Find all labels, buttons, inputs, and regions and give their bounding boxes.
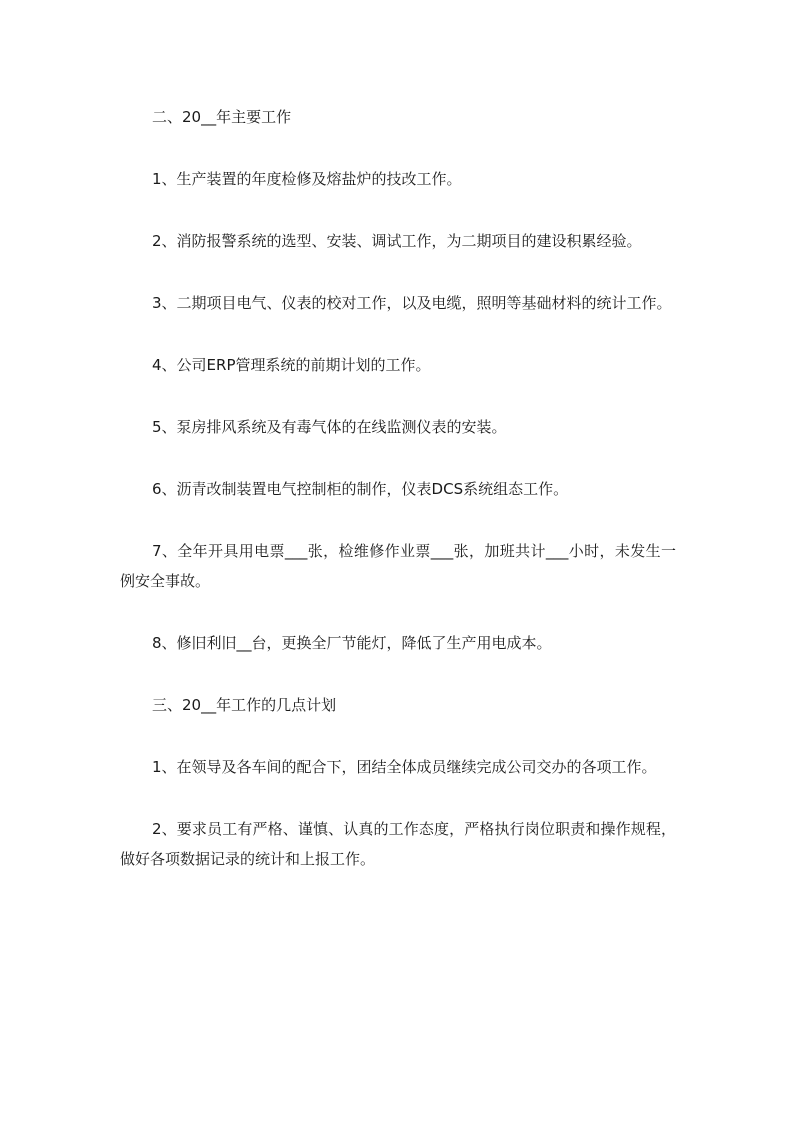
plan-item-2: 2、要求员工有严格、谨慎、认真的工作态度，严格执行岗位职责和操作规程，做好各项数据记录的统计和上报工作。: [120, 820, 676, 868]
work-item-6: 6、沥青改制装置电气控制柜的制作，仪表DCS系统组态工作。: [152, 480, 569, 498]
work-item-1: 1、生产装置的年度检修及熔盐炉的技改工作。: [152, 170, 462, 188]
work-item-5: 5、泵房排风系统及有毒气体的在线监测仪表的安装。: [152, 418, 507, 436]
plan-item-1: 1、在领导及各车间的配合下，团结全体成员继续完成公司交办的各项工作。: [152, 758, 657, 776]
section-heading-plans: 三、20__年工作的几点计划: [152, 696, 337, 714]
work-item-3: 3、二期项目电气、仪表的校对工作，以及电缆，照明等基础材料的统计工作。: [152, 294, 672, 312]
work-item-4: 4、公司ERP管理系统的前期计划的工作。: [152, 356, 431, 374]
work-item-7: 7、全年开具用电票___张，检维修作业票___张，加班共计___小时，未发生一例安全事故。: [120, 542, 676, 590]
section-heading-2023-main-work: 二、20__年主要工作: [152, 108, 292, 126]
work-item-8: 8、修旧利旧__台，更换全厂节能灯，降低了生产用电成本。: [152, 634, 552, 652]
document-body: [120, 102, 676, 906]
work-item-2: 2、消防报警系统的选型、安装、调试工作，为二期项目的建设积累经验。: [152, 232, 642, 250]
